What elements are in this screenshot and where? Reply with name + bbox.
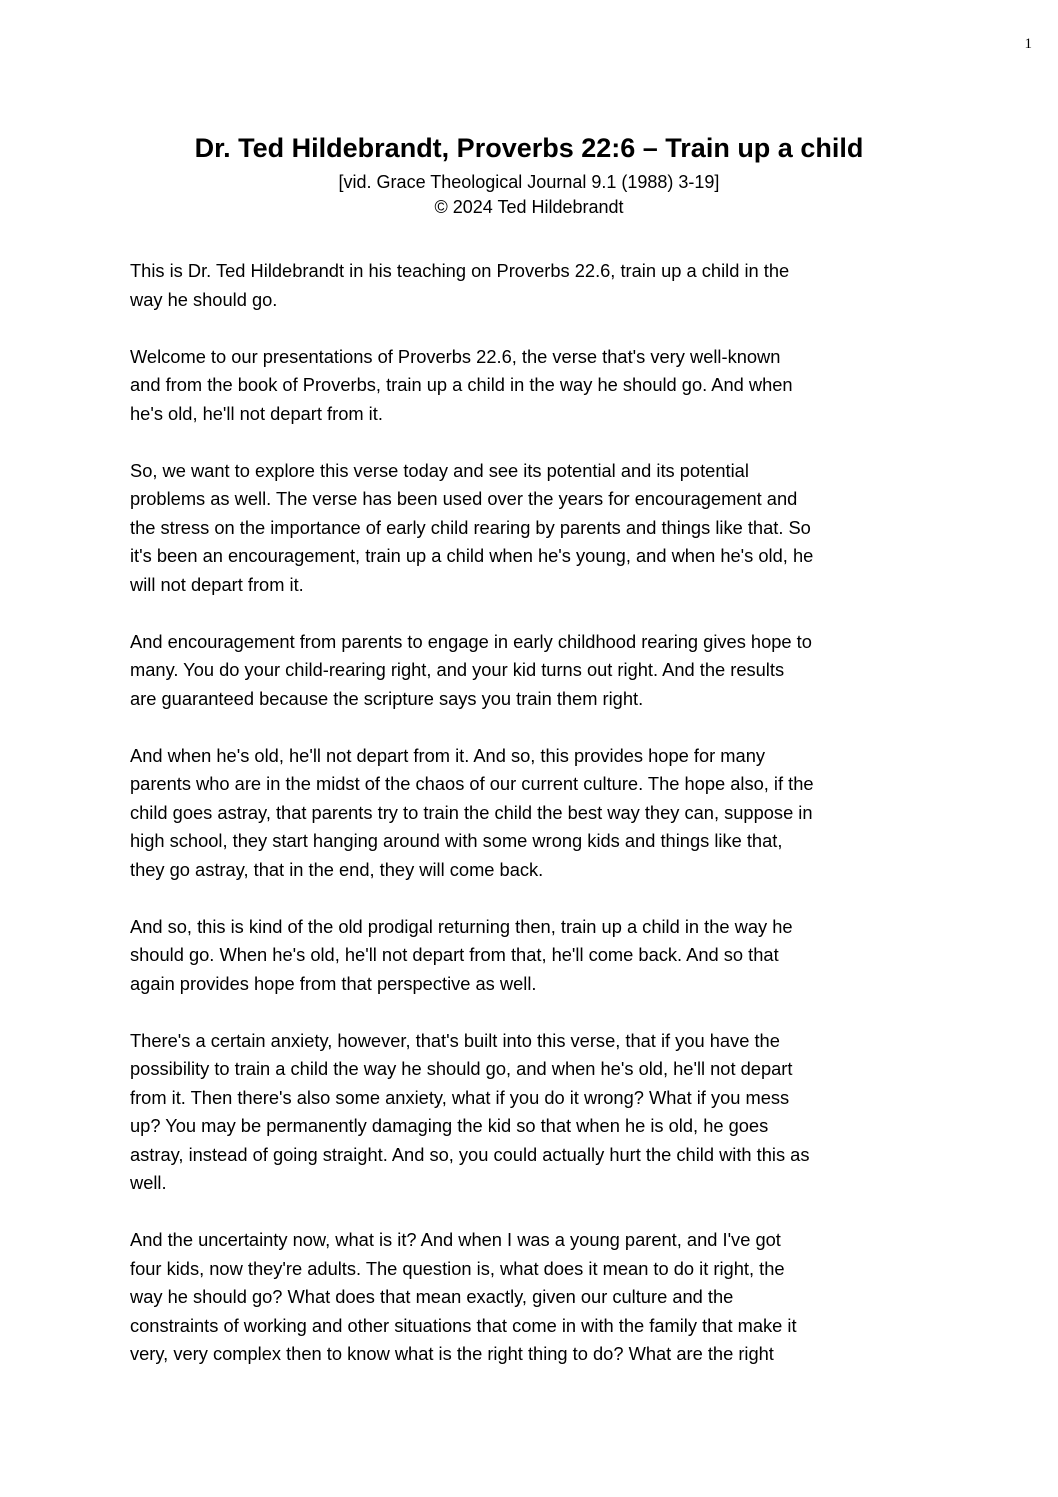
- text-line: parents who are in the midst of the chaos of our current culture. The hope also, if the: [130, 773, 814, 794]
- document-subtitle: [vid. Grace Theological Journal 9.1 (1988) 3-19]: [338, 172, 720, 192]
- page-number: 1: [1024, 36, 1032, 52]
- paragraph: [130, 913, 1010, 999]
- text-line: possibility to train a child the way he should go, and when he's old, he'll not depart: [130, 1058, 793, 1079]
- text-line: very, very complex then to know what is the right thing to do? What are the right: [130, 1343, 774, 1364]
- text-line: way he should go.: [130, 288, 278, 310]
- paragraph: [130, 457, 1010, 600]
- paragraph: [130, 1027, 1010, 1198]
- paragraph: [130, 742, 1010, 885]
- text-line: the stress on the importance of early child rearing by parents and things like that. So: [130, 516, 811, 538]
- text-line: problems as well. The verse has been used over the years for encouragement and: [130, 488, 798, 509]
- text-line: And the uncertainty now, what is it? And when I was a young parent, and I've got: [130, 1229, 781, 1250]
- text-line: And encouragement from parents to engage in early childhood rearing gives hope to: [130, 630, 812, 652]
- text-line: child goes astray, that parents try to train the child the best way they can, suppose in: [130, 801, 813, 823]
- paragraph: [130, 1226, 1010, 1369]
- text-line: and from the book of Proverbs, train up a child in the way he should go. And when: [130, 374, 793, 395]
- text-line: from it. Then there's also some anxiety, what if you do it wrong? What if you mess: [130, 1086, 790, 1108]
- text-line: many. You do your child-rearing right, and your kid turns out right. And the results: [130, 659, 785, 680]
- text-line: will not depart from it.: [130, 573, 304, 595]
- text-line: up? You may be permanently damaging the kid so that when he is old, he goes: [130, 1115, 769, 1136]
- text-line: again provides hope from that perspective as well.: [130, 972, 537, 994]
- paragraph: [130, 257, 1010, 314]
- text-line: they go astray, that in the end, they will come back.: [130, 858, 544, 880]
- document-title: Dr. Ted Hildebrandt, Proverbs 22:6 – Train up a child: [194, 133, 864, 163]
- text-line: So, we want to explore this verse today and see its potential and its potential: [130, 459, 749, 481]
- text-line: high school, they start hanging around with some wrong kids and things like that,: [130, 830, 783, 851]
- text-line: are guaranteed because the scripture says you train them right.: [130, 687, 644, 709]
- text-line: And when he's old, he'll not depart from it. And so, this provides hope for many: [130, 744, 765, 766]
- text-line: astray, instead of going straight. And so, you could actually hurt the child with this as: [130, 1143, 810, 1165]
- text-line: There's a certain anxiety, however, that's built into this verse, that if you have the: [130, 1029, 780, 1051]
- paragraph: [130, 343, 1010, 429]
- text-line: four kids, now they're adults. The question is, what does it mean to do it right, the: [130, 1257, 785, 1279]
- text-line: Welcome to our presentations of Proverbs 22.6, the verse that's very well-known: [130, 345, 781, 367]
- text-line: he's old, he'll not depart from it.: [130, 402, 383, 424]
- text-line: well.: [130, 1172, 167, 1193]
- text-line: And so, this is kind of the old prodigal returning then, train up a child in the way he: [130, 915, 793, 937]
- text-line: way he should go? What does that mean exactly, given our culture and the: [130, 1286, 734, 1307]
- paragraph: [130, 628, 1010, 714]
- text-line: it's been an encouragement, train up a child when he's young, and when he's old, he: [130, 545, 814, 566]
- text-line: should go. When he's old, he'll not depart from that, he'll come back. And so that: [130, 944, 779, 965]
- copyright-line: © 2024 Ted Hildebrandt: [434, 197, 624, 217]
- document-body: [130, 257, 1010, 1397]
- text-line: This is Dr. Ted Hildebrandt in his teaching on Proverbs 22.6, train up a child in the: [130, 260, 790, 281]
- text-line: constraints of working and other situations that come in with the family that make it: [130, 1314, 797, 1336]
